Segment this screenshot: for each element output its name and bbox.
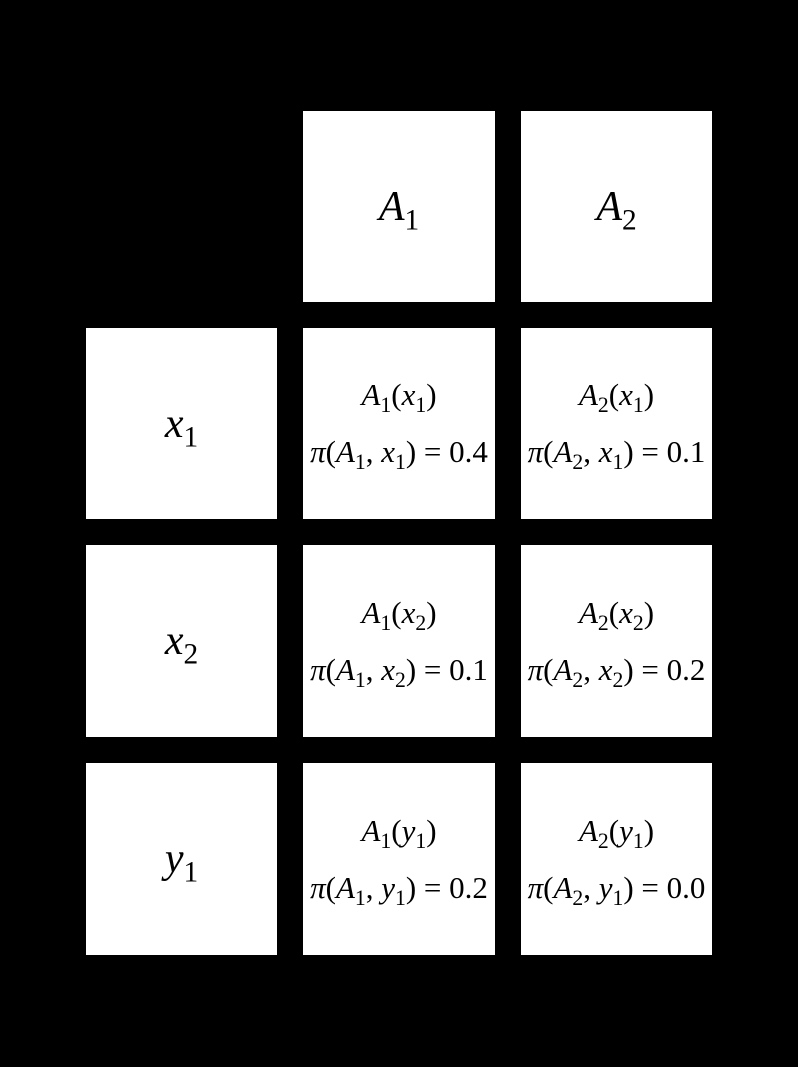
cell-policy-value: $\pi(A_2$, $x_1) = 0.1$ xyxy=(527,434,706,475)
cell-policy-value: $\pi(A_1$, $x_1) = 0.4$ xyxy=(310,434,488,475)
row-header-label: $x_2$ xyxy=(164,618,199,671)
cell-title: $A_1(x_2)$ xyxy=(361,594,437,635)
cell-policy-value: $\pi(A_2$, $y_1) = 0.0$ xyxy=(527,869,706,910)
cell-policy-value: $\pi(A_1$, $x_2) = 0.1$ xyxy=(310,651,488,692)
cell-title: $A_2(x_2)$ xyxy=(578,594,655,635)
cell-a2-y1 xyxy=(521,763,712,955)
cell-a1-x2 xyxy=(303,545,495,737)
column-header-a1 xyxy=(303,111,495,302)
column-header-label: $A_1$ xyxy=(378,183,420,236)
cell-a1-x1 xyxy=(303,328,495,519)
row-header-label: $y_1$ xyxy=(164,836,199,889)
cell-title: $A_1(y_1)$ xyxy=(361,812,437,853)
cell-a2-x2 xyxy=(521,545,712,737)
cell-title: $A_2(y_1)$ xyxy=(578,812,655,853)
cell-title: $A_2(x_1)$ xyxy=(578,377,655,418)
policy-matrix-grid xyxy=(86,111,712,955)
cell-a2-x1 xyxy=(521,328,712,519)
row-header-y1 xyxy=(86,763,277,955)
cell-a1-y1 xyxy=(303,763,495,955)
row-header-label: $x_1$ xyxy=(164,400,199,453)
column-header-label: $A_2$ xyxy=(596,183,637,236)
row-header-x1 xyxy=(86,328,277,519)
cell-title: $A_1(x_1)$ xyxy=(361,377,437,418)
cell-policy-value: $\pi(A_2$, $x_2) = 0.2$ xyxy=(527,651,706,692)
row-header-x2 xyxy=(86,545,277,737)
cell-policy-value: $\pi(A_1$, $y_1) = 0.2$ xyxy=(310,869,488,910)
column-header-a2 xyxy=(521,111,712,302)
corner-spacer xyxy=(86,111,277,302)
